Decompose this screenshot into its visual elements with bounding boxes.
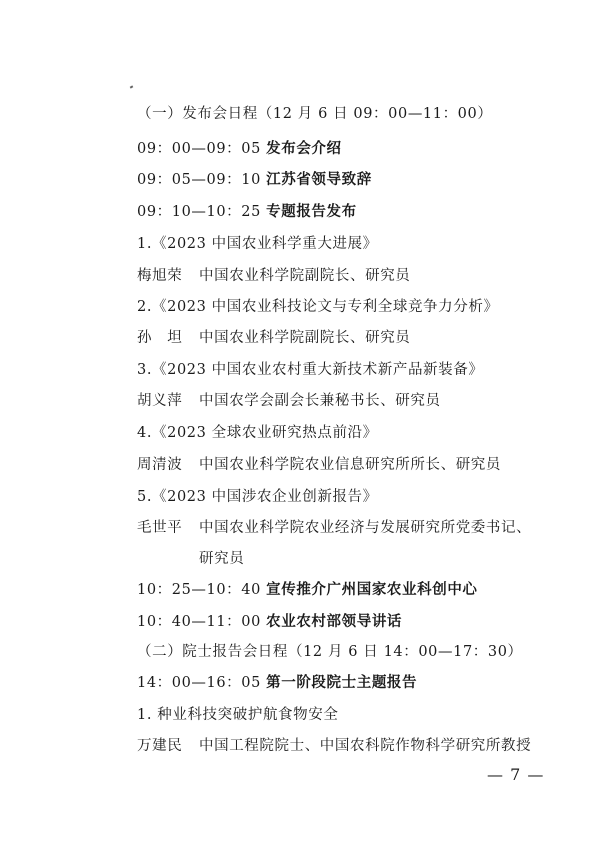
agenda-time: 10：40—11：00 — [137, 614, 261, 630]
agenda-title: 第一阶段院士主题报告 — [266, 675, 418, 691]
agenda-item — [137, 202, 357, 222]
agenda-time: 09：10—10：25 — [137, 204, 261, 220]
report-title: 5.《2023 中国涉农企业创新报告》 — [137, 489, 378, 505]
agenda-title: 专题报告发布 — [266, 204, 357, 220]
agenda-time: 09：05—09：10 — [137, 172, 261, 188]
report-title: 1.《2023 中国农业科学重大进展》 — [137, 236, 378, 252]
agenda-title: 宣传推介广州国家农业科创中心 — [266, 582, 478, 598]
speaker-name: 毛世平 — [137, 520, 183, 536]
agenda-title: 农业农村部领导讲话 — [266, 614, 403, 630]
speaker-name: 梅旭荣 — [137, 268, 183, 284]
speaker-role: 中国农业科学院农业信息研究所所长、研究员 — [199, 457, 501, 473]
talk-title: 1. 种业科技突破护航食物安全 — [137, 707, 339, 723]
agenda-time: 09：00—09：05 — [137, 141, 261, 157]
report-title: 2.《2023 中国农业科技论文与专利全球竞争力分析》 — [137, 299, 499, 315]
scan-speck — [130, 85, 134, 88]
agenda-item — [137, 612, 402, 632]
page-number: — 7 — — [487, 765, 545, 784]
speaker-role: 中国农学会副会长兼秘书长、研究员 — [199, 393, 441, 409]
report-speaker-line — [137, 455, 501, 475]
report-speaker-line — [137, 391, 441, 411]
speaker-name: 周清波 — [137, 457, 183, 473]
speaker-name: 万建民 — [137, 738, 183, 754]
agenda-item — [137, 170, 372, 190]
agenda-item — [137, 673, 417, 693]
speaker-name: 胡义萍 — [137, 393, 183, 409]
agenda-time: 10：25—10：40 — [137, 582, 261, 598]
agenda-time: 14：00—16：05 — [137, 675, 261, 691]
report-title: 4.《2023 全球农业研究热点前沿》 — [137, 425, 378, 441]
section-heading-2: （二）院士报告会日程（12 月 6 日 14：00—17：30） — [137, 644, 523, 660]
speaker-role: 中国农业科学院农业经济与发展研究所党委书记、 — [199, 520, 532, 536]
talk-speaker-line — [137, 736, 531, 756]
speaker-role: 中国工程院院士、中国农科院作物科学研究所教授 — [199, 738, 532, 754]
section-heading-1: （一）发布会日程（12 月 6 日 09：00—11：00） — [137, 106, 493, 122]
report-speaker-line — [137, 328, 410, 348]
speaker-role: 中国农业科学院副院长、研究员 — [199, 330, 411, 346]
agenda-title: 发布会介绍 — [266, 141, 342, 157]
agenda-title: 江苏省领导致辞 — [266, 172, 372, 188]
report-speaker-line — [137, 266, 410, 286]
speaker-role-continued: 研究员 — [199, 551, 245, 567]
agenda-item — [137, 580, 478, 600]
agenda-item — [137, 139, 342, 159]
report-speaker-line — [137, 518, 531, 538]
report-title: 3.《2023 中国农业农村重大新技术新产品新装备》 — [137, 362, 484, 378]
speaker-name: 孙 坦 — [137, 330, 183, 346]
speaker-role: 中国农业科学院副院长、研究员 — [199, 268, 411, 284]
